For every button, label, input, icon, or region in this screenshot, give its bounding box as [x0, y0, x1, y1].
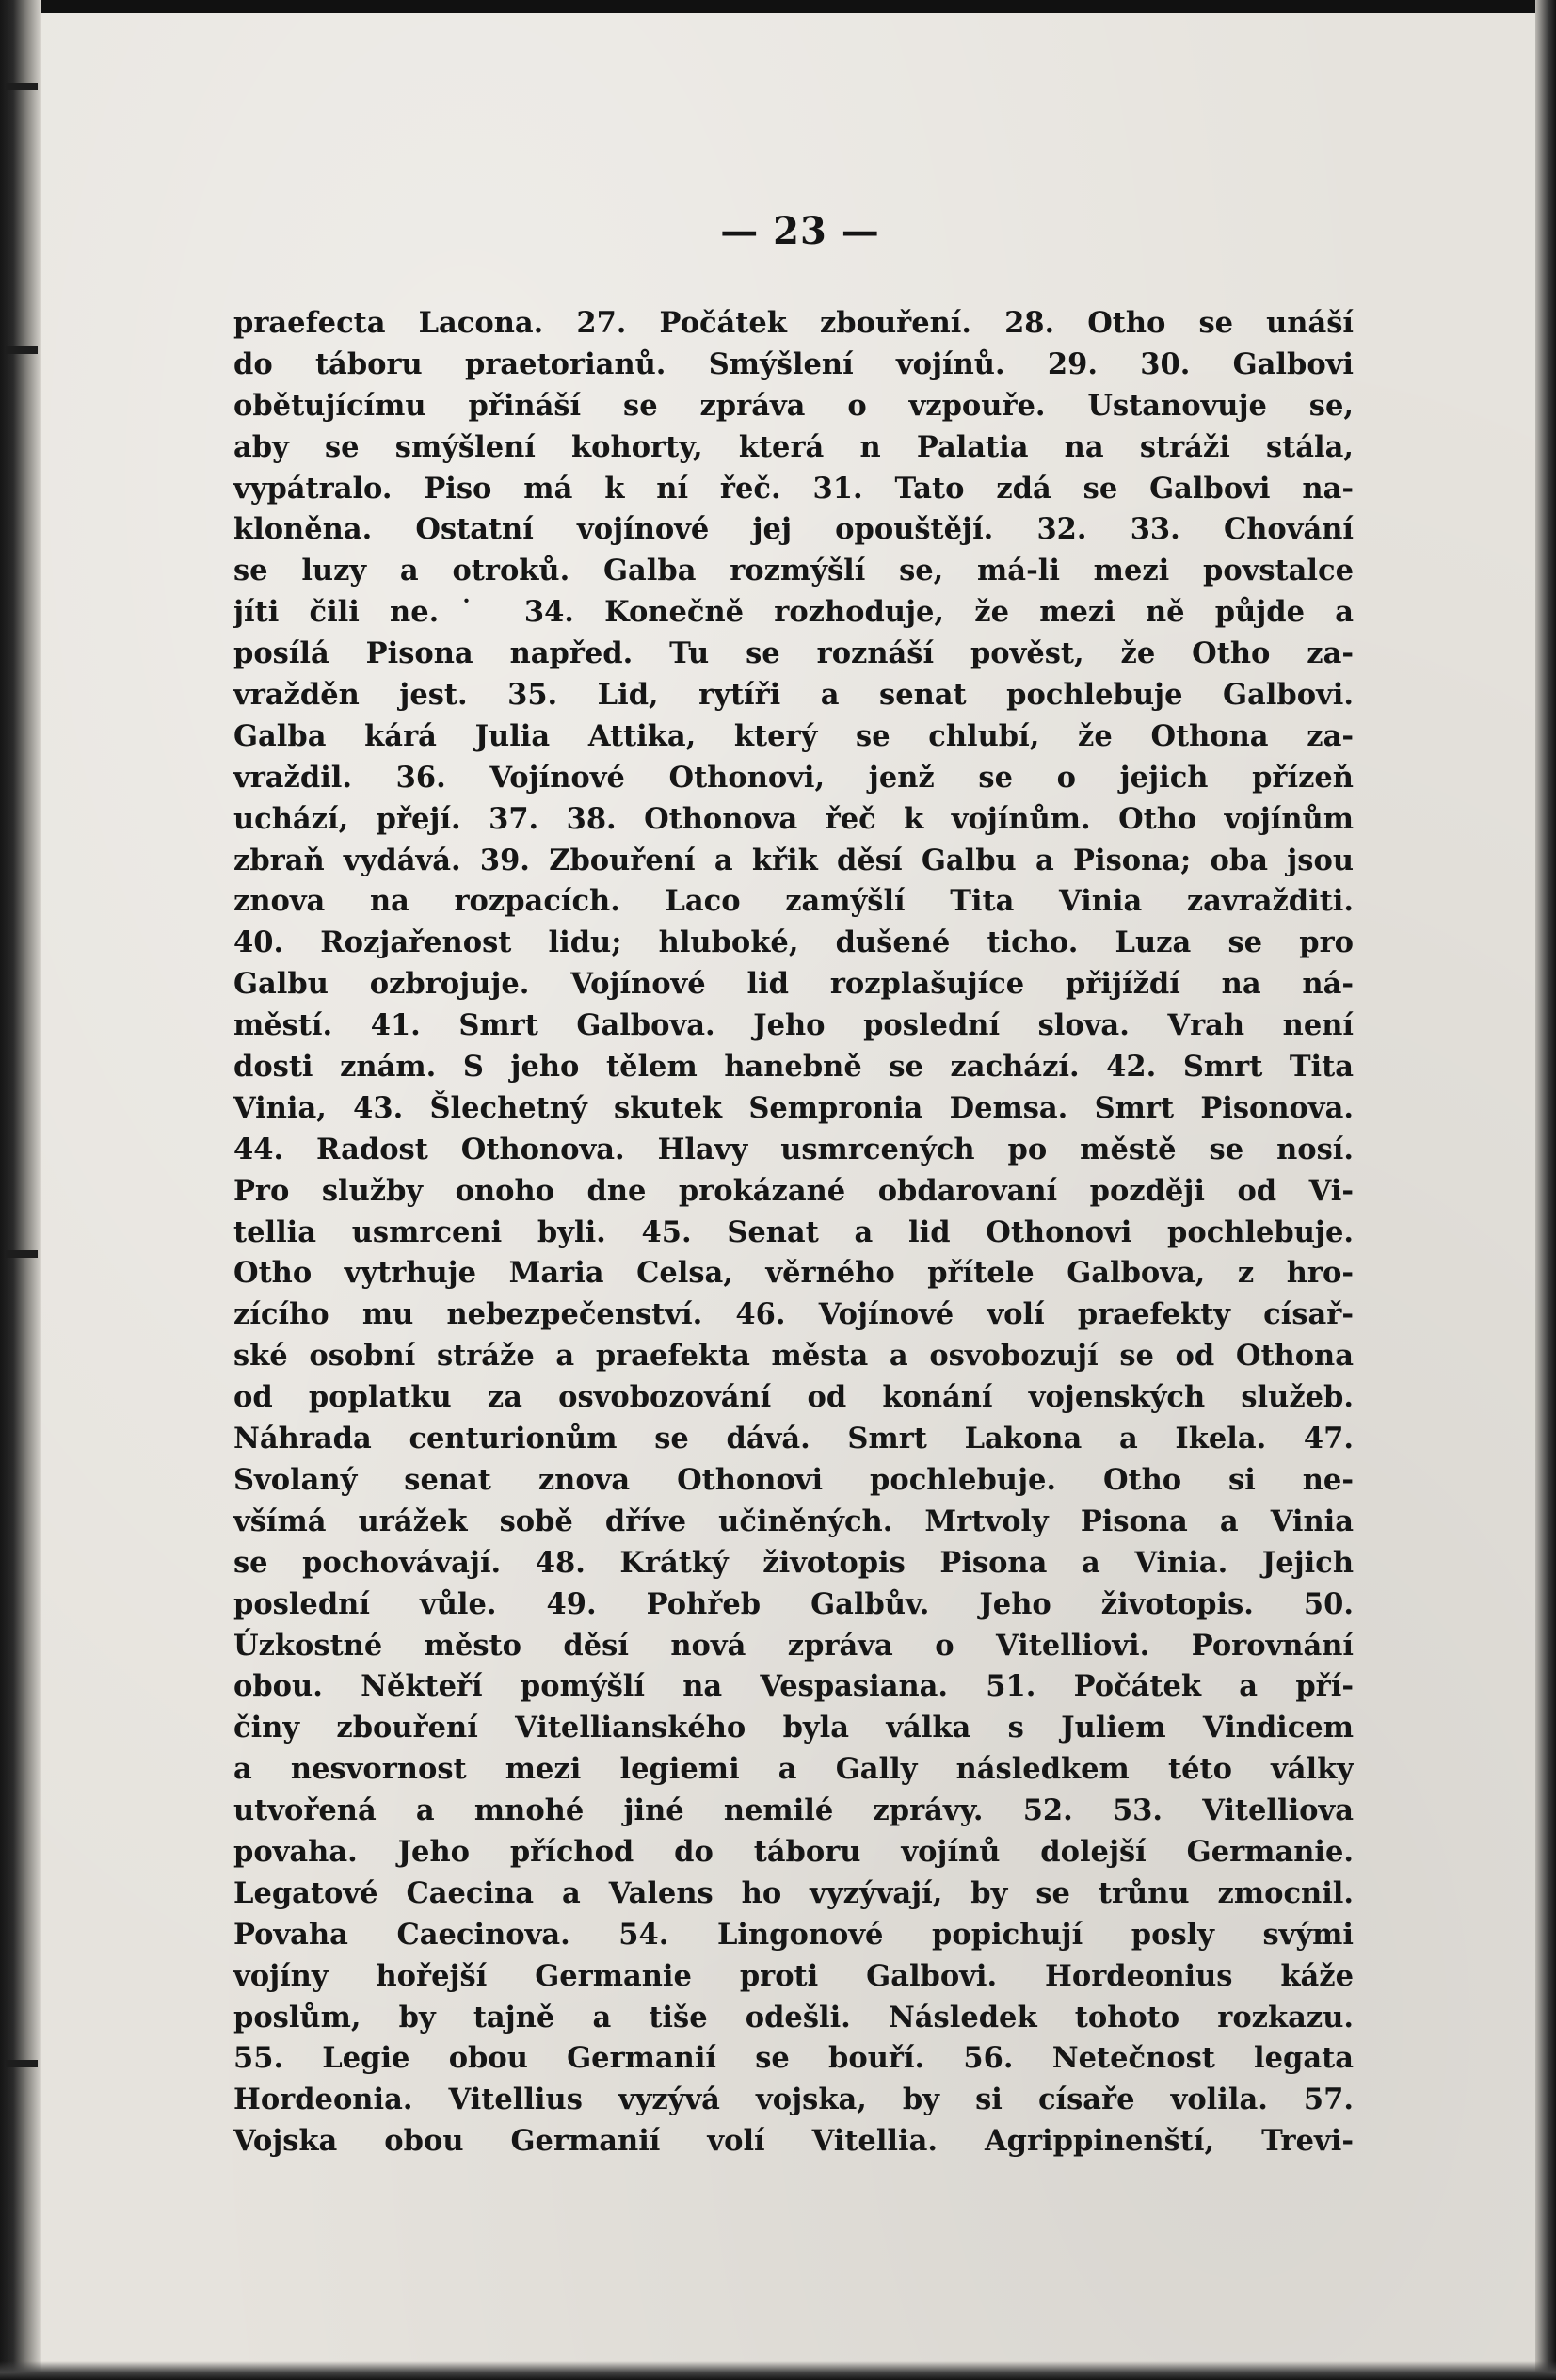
text-line: 40. Rozjařenost lidu; hluboké, dušené ticho. Luza se pro: [233, 925, 1354, 960]
text-line: a nesvornost mezi legiemi a Gally následkem této války: [233, 1752, 1354, 1787]
page-number: — 23 —: [720, 209, 880, 253]
text-line: od poplatku za osvobozování od konání vojenských služeb.: [233, 1380, 1354, 1415]
text-line: vražděn jest. 35. Lid, rytíři a senat pochlebuje Galbovi.: [233, 678, 1354, 713]
text-line: Úzkostné město děsí nová zpráva o Vitelliovi. Porovnání: [233, 1628, 1354, 1663]
text-line: uchází, přejí. 37. 38. Othonova řeč k vojínům. Otho vojínům: [233, 801, 1354, 836]
text-line: 55. Legie obou Germanií se bouří. 56. Netečnost legata: [233, 2041, 1354, 2076]
text-line: povaha. Jeho příchod do táboru vojínů dolejší Germanie.: [233, 1834, 1354, 1869]
binding-mark: [6, 2060, 38, 2067]
text-line: činy zbouření Vitellianského byla válka s Juliem Vindicem: [233, 1711, 1354, 1745]
text-line: Vinia, 43. Šlechetný skutek Sempronia Demsa. Smrt Pisonova.: [233, 1090, 1354, 1125]
text-line: se pochovávají. 48. Krátký životopis Pisona a Vinia. Jejich: [233, 1545, 1354, 1580]
text-line: zícího mu nebezpečenství. 46. Vojínové volí praefekty císař-: [233, 1297, 1354, 1332]
text-line: dosti znám. S jeho tělem hanebně se zachází. 42. Smrt Tita: [233, 1050, 1354, 1085]
text-line: jíti čili ne.˙ 34. Konečně rozhoduje, že mezi ně půjde a: [233, 595, 1354, 630]
text-line: Vojska obou Germanií volí Vitellia. Agrippinenští, Trevi-: [233, 2124, 1354, 2159]
text-line: praefecta Lacona. 27. Počátek zbouření. 28. Otho se unáší: [233, 306, 1354, 340]
text-line: Svolaný senat znova Othonovi pochlebuje. Otho si ne-: [233, 1462, 1354, 1497]
text-line: obětujícímu přináší se zpráva o vzpouře. Ustanovuje se,: [233, 388, 1354, 423]
text-line: se luzy a otroků. Galba rozmýšlí se, má-li mezi povstalce: [233, 554, 1354, 588]
text-line: Povaha Caecinova. 54. Lingonové popichují posly svými: [233, 1917, 1354, 1952]
binding-mark: [6, 346, 38, 354]
body-text: [233, 303, 1354, 2163]
text-line: aby se smýšlení kohorty, která n Palatia na stráži stála,: [233, 429, 1354, 464]
binding-mark: [6, 1250, 38, 1258]
text-line: Pro služby onoho dne prokázané obdarovaní později od Vi-: [233, 1173, 1354, 1208]
text-line: všímá urážek sobě dříve učiněných. Mrtvoly Pisona a Vinia: [233, 1504, 1354, 1538]
text-line: tellia usmrceni byli. 45. Senat a lid Othonovi pochlebuje.: [233, 1214, 1354, 1249]
text-line: Náhrada centurionům se dává. Smrt Lakona a Ikela. 47.: [233, 1422, 1354, 1456]
text-line: Legatové Caecina a Valens ho vyzývají, by se trůnu zmocnil.: [233, 1875, 1354, 1910]
text-line: Galba kárá Julia Attika, který se chlubí, že Othona za-: [233, 718, 1354, 753]
text-line: vypátralo. Piso má k ní řeč. 31. Tato zdá se Galbovi na-: [233, 471, 1354, 506]
scan-edge-top: [0, 0, 1556, 13]
text-line: zbraň vydává. 39. Zbouření a křik děsí Galbu a Pisona; oba jsou: [233, 843, 1354, 877]
text-line: vojíny hořejší Germanie proti Galbovi. Hordeonius káže: [233, 1958, 1354, 1993]
text-line: poslům, by tajně a tiše odešli. Následek tohoto rozkazu.: [233, 2000, 1354, 2034]
text-line: poslední vůle. 49. Pohřeb Galbův. Jeho životopis. 50.: [233, 1586, 1354, 1621]
binding-mark: [6, 83, 38, 90]
scan-edge-bottom: [0, 2361, 1556, 2380]
text-line: kloněna. Ostatní vojínové jej opouštějí. 32. 33. Chování: [233, 512, 1354, 547]
text-line: vraždil. 36. Vojínové Othonovi, jenž se o jejich přízeň: [233, 760, 1354, 795]
scan-edge-right: [1535, 0, 1556, 2380]
text-line: obou. Někteří pomýšlí na Vespasiana. 51. Počátek a pří-: [233, 1669, 1354, 1704]
text-line: Galbu ozbrojuje. Vojínové lid rozplašujíce přijíždí na ná-: [233, 967, 1354, 1002]
text-line: ské osobní stráže a praefekta města a osvobozují se od Othona: [233, 1339, 1354, 1374]
text-line: do táboru praetorianů. Smýšlení vojínů. 29. 30. Galbovi: [233, 346, 1354, 381]
text-line: znova na rozpacích. Laco zamýšlí Tita Vinia zavražditi.: [233, 884, 1354, 919]
text-line: Otho vytrhuje Maria Celsa, věrného přítele Galbova, z hro-: [233, 1256, 1354, 1291]
text-line: 44. Radost Othonova. Hlavy usmrcených po městě se nosí.: [233, 1132, 1354, 1166]
text-line: Hordeonia. Vitellius vyzývá vojska, by si císaře volila. 57.: [233, 2082, 1354, 2117]
scan-edge-left: [0, 0, 41, 2380]
text-line: utvořená a mnohé jiné nemilé zprávy. 52. 53. Vitelliova: [233, 1793, 1354, 1828]
text-line: městí. 41. Smrt Galbova. Jeho poslední slova. Vrah není: [233, 1008, 1354, 1043]
text-line: posílá Pisona napřed. Tu se roznáší pověst, že Otho za-: [233, 636, 1354, 671]
